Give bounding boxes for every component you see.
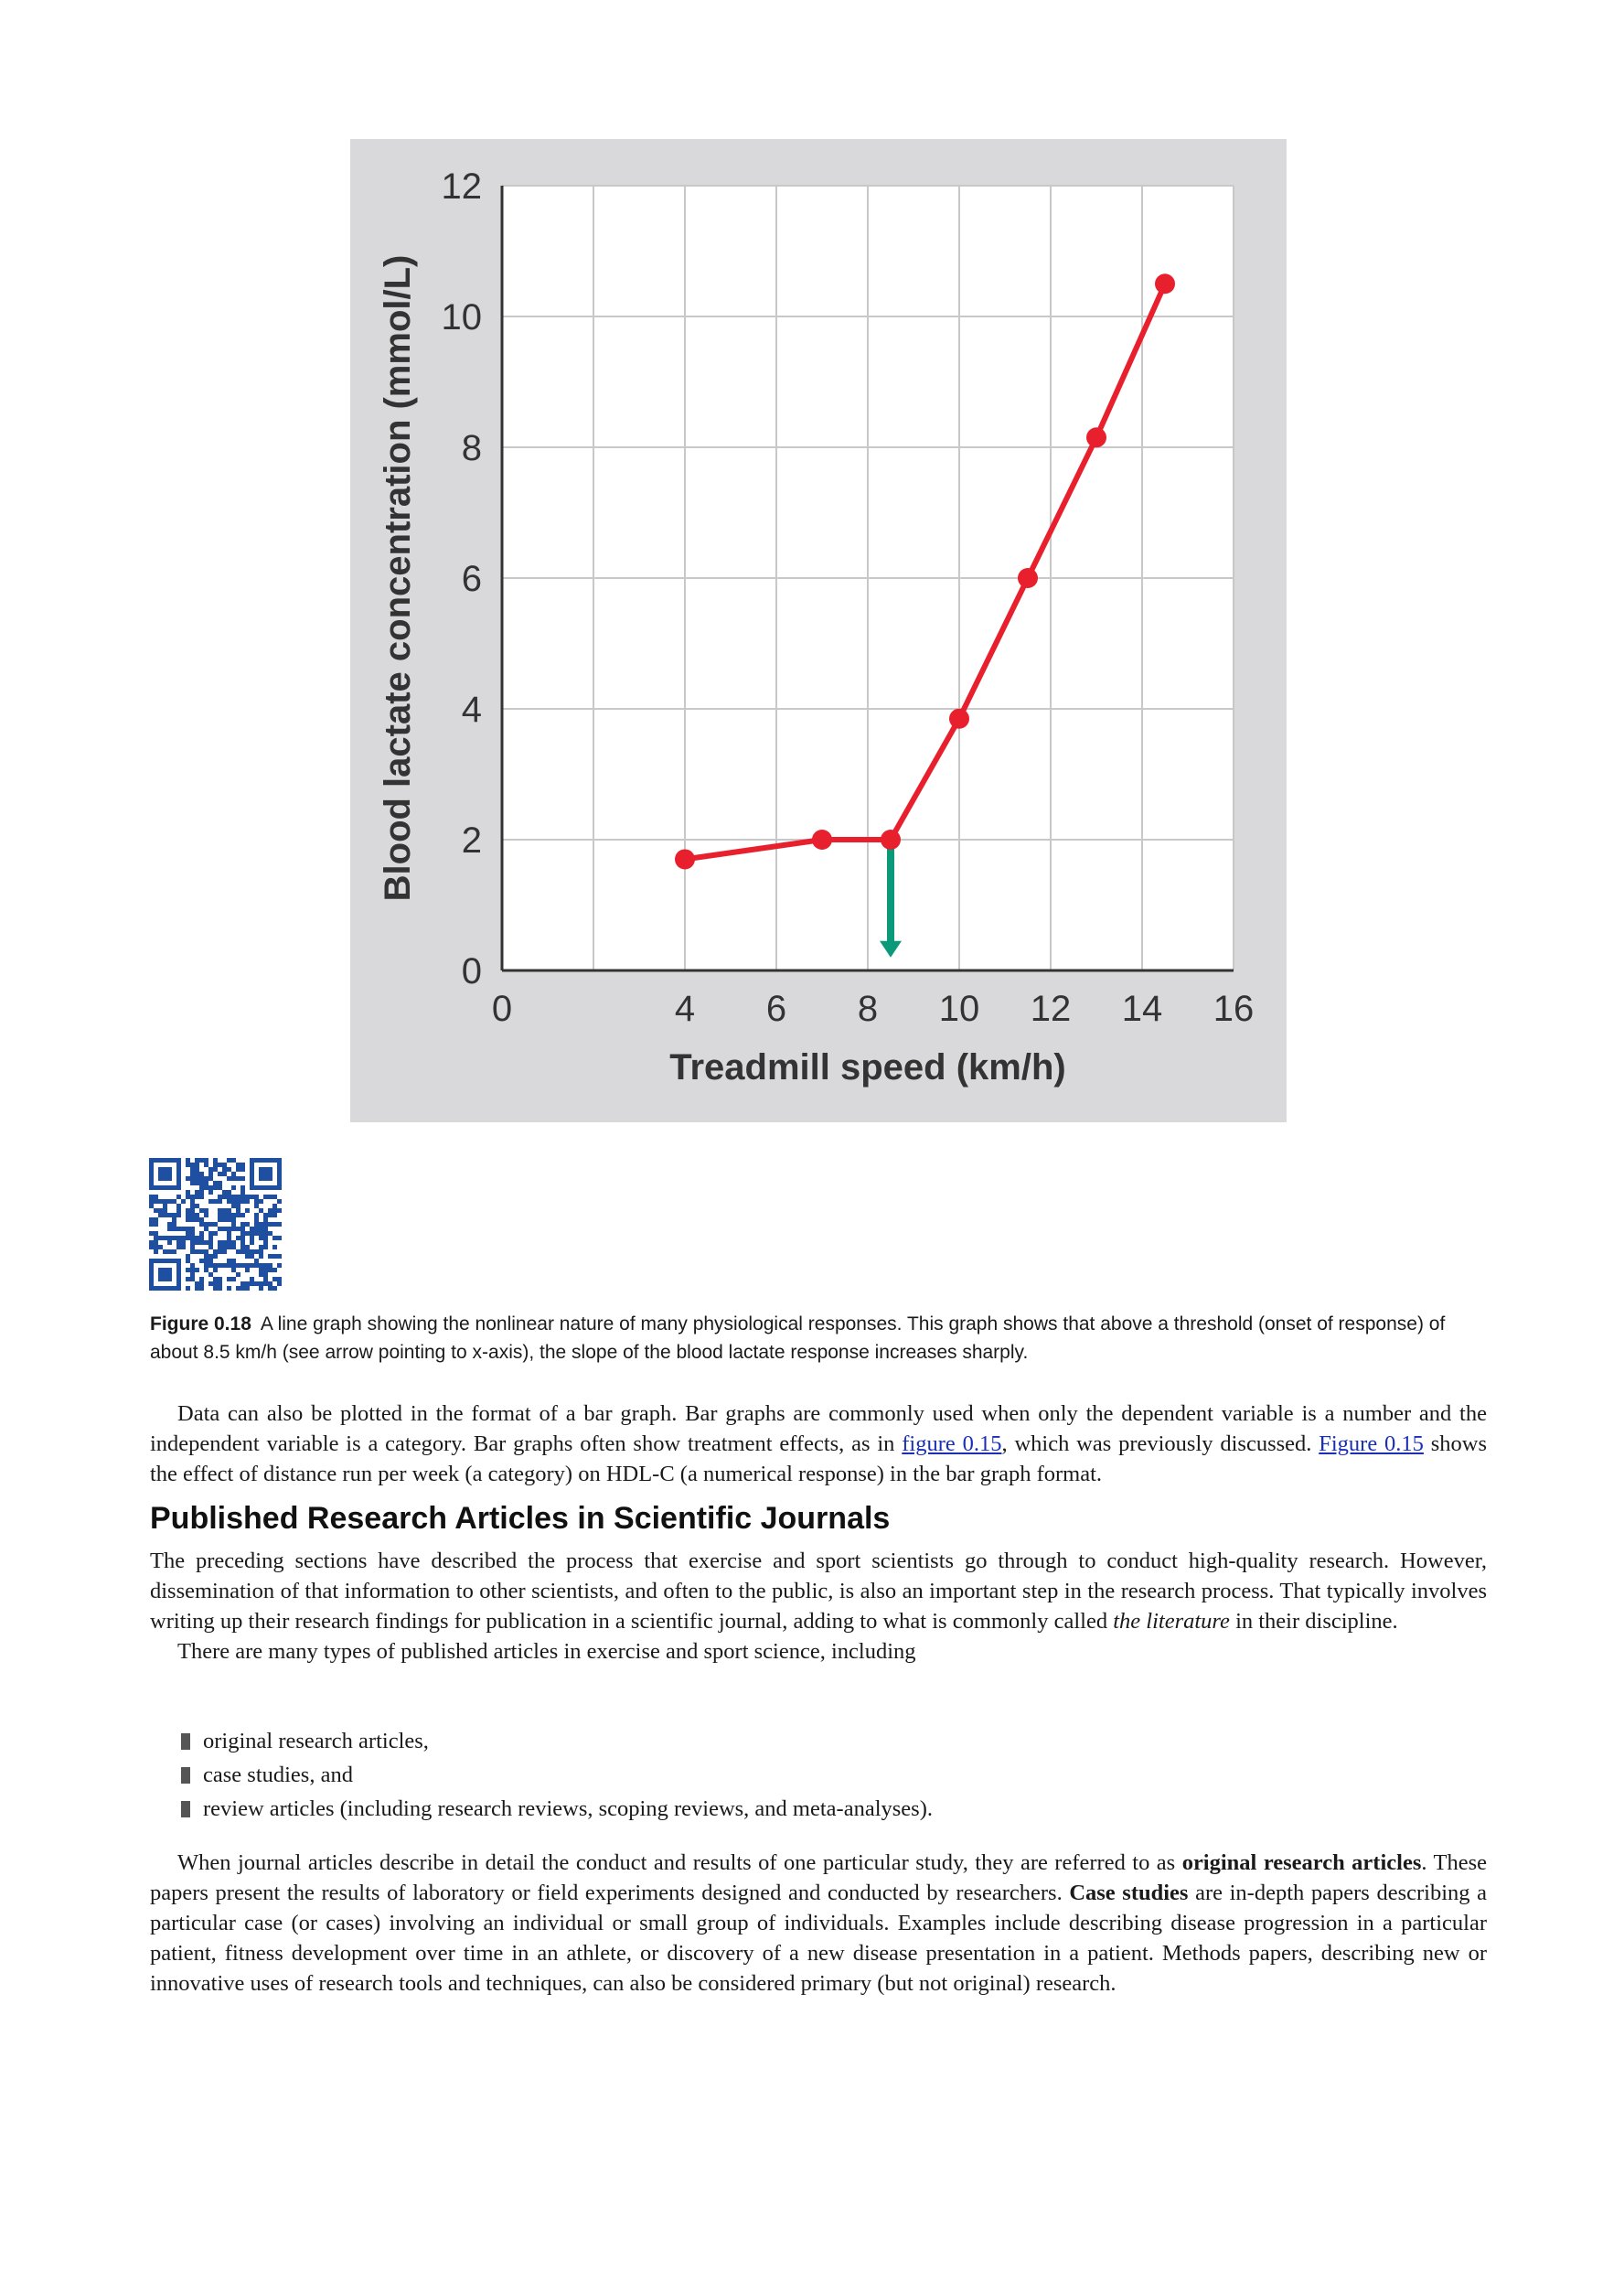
section-heading: Published Research Articles in Scientific Journals (150, 1501, 891, 1536)
y-tick-label: 10 (441, 297, 482, 338)
x-tick-label: 8 (857, 989, 879, 1029)
qr-code-graphic (149, 1158, 282, 1291)
list-item-text: review articles (including research reviews, scoping reviews, and meta-analyses). (203, 1796, 933, 1821)
figure-link[interactable]: figure 0.15 (902, 1431, 1002, 1456)
y-tick-label: 8 (461, 428, 482, 468)
paragraph-text: Data can also be plotted in the format of a bar graph. Bar graphs are commonly used when only the dependent variable is a number and the independent variable is a category. Bar graphs often show treatment effects, as in (150, 1401, 1487, 1456)
data-point (1086, 427, 1106, 447)
paragraph-types-intro: There are many types of published articles in exercise and sport science, including (177, 1639, 916, 1664)
qr-code-icon[interactable] (149, 1158, 282, 1291)
x-tick-label: 10 (938, 989, 980, 1029)
bullet-square-icon (181, 1801, 190, 1817)
data-point (1018, 568, 1038, 588)
lactate-line-chart (350, 139, 1287, 1122)
x-tick-label: 0 (491, 989, 513, 1029)
data-point (812, 830, 832, 850)
figure-label: Figure 0.18 (150, 1313, 251, 1334)
x-tick-label: 6 (765, 989, 787, 1029)
figure-caption (150, 1310, 1487, 1367)
bullet-square-icon (181, 1733, 190, 1750)
y-tick-label: 0 (461, 951, 482, 991)
chart-svg (350, 139, 1287, 1122)
paragraph-text: in their discipline. (1229, 1609, 1398, 1634)
y-tick-label: 12 (441, 166, 482, 207)
caption-text: A line graph showing the nonlinear nature of many physiological responses. This graph shows that above a threshold (onset of response) of about 8.5 km/h (see arrow pointing to x-axis), the slope of the blood lactate response increases sharply. (150, 1313, 1446, 1363)
list-item (181, 1724, 933, 1758)
x-tick-label: 12 (1030, 989, 1072, 1029)
paragraph-bar-graphs (150, 1399, 1487, 1489)
data-point (1155, 273, 1175, 294)
paragraph-text: When journal articles describe in detail the conduct and results of one particular study, they are referred to as (177, 1850, 1182, 1875)
article-types-list (181, 1724, 933, 1826)
x-tick-label: 16 (1213, 989, 1255, 1029)
list-item (181, 1758, 933, 1792)
data-point (949, 709, 969, 729)
list-item-text: original research articles, (203, 1729, 429, 1753)
data-point (675, 849, 695, 869)
y-tick-label: 6 (461, 559, 482, 599)
x-tick-label: 14 (1121, 989, 1163, 1029)
y-tick-label: 2 (461, 820, 482, 861)
y-tick-label: 4 (461, 690, 482, 730)
paragraph-text: are in-depth papers describing a particular case (or cases) involving an individual or small group of individuals. Examples include describing disease progression in a particular patient, fitness development over time in an athlete, or discovery of a new disease presentation in a patient. Methods papers, describing new or innovative uses of research tools and techniques, can also be considered primary (but not original) research. (150, 1881, 1487, 1996)
x-axis-label: Treadmill speed (km/h) (669, 1047, 1066, 1088)
paragraph-dissemination (150, 1546, 1487, 1667)
y-axis-label: Blood lactate concentration (mmol/L) (378, 254, 418, 902)
list-item (181, 1792, 933, 1826)
bullet-square-icon (181, 1767, 190, 1784)
paragraph-original-research (150, 1848, 1487, 1999)
paragraph-text: , which was previously discussed. (1001, 1431, 1320, 1456)
emphasis-text: the literature (1113, 1609, 1230, 1634)
paragraph-text: shows the effect of distance run per week (a category) on HDL-C (a numerical response) in the bar graph format. (150, 1431, 1488, 1486)
x-tick-label: 4 (674, 989, 696, 1029)
list-item-text: case studies, and (203, 1763, 353, 1787)
bold-term: original research articles (1181, 1850, 1422, 1875)
figure-link[interactable]: Figure 0.15 (1319, 1431, 1424, 1456)
bold-term: Case studies (1069, 1881, 1189, 1905)
data-point (881, 830, 901, 850)
paragraph-text: The preceding sections have described the process that exercise and sport scientists go through to conduct high-quality research. However, dissemination of that information to other scientists, and often to the public, is also an important step in the research process. That typically involves writing up their research findings for publication in a scientific journal, adding to what is commonly called (150, 1549, 1487, 1634)
paragraph-text: . These papers present the results of laboratory or field experiments designed and conducted by researchers. (150, 1850, 1488, 1905)
